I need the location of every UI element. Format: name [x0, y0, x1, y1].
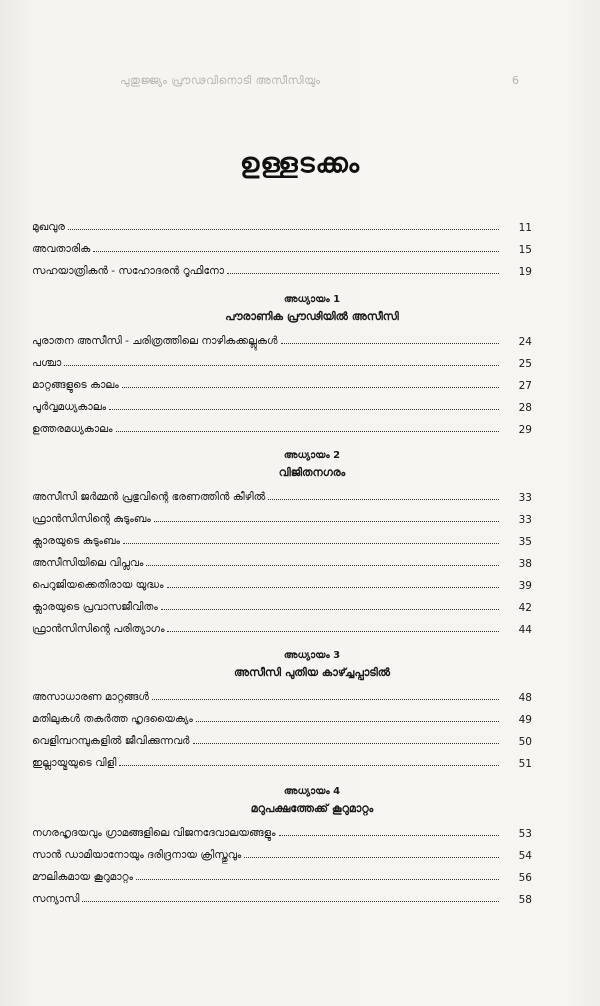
toc-entry-label: അവതാരിക — [32, 243, 91, 255]
toc-entry-page: 15 — [518, 244, 532, 256]
toc-entry[interactable] — [32, 256, 532, 278]
toc-entry-label: ഫ്രാൻസിസിന്റെ കുടുംബം — [32, 513, 151, 525]
toc-entry-label: നഗരഹൃദയവും ഗ്രാമങ്ങളിലെ വിജനദേവാലയങ്ങളും — [32, 827, 276, 839]
toc-entry-page: 27 — [518, 380, 532, 392]
toc-entry[interactable] — [32, 526, 532, 548]
toc-entry[interactable] — [32, 818, 532, 840]
toc-entry[interactable] — [32, 212, 532, 234]
toc-entry-label: ഫ്രാൻസിസിന്റെ പരിത്യാഗം — [32, 623, 165, 635]
front-matter-section — [32, 212, 532, 278]
toc-entry-page: 19 — [518, 266, 532, 278]
toc-entry-page: 51 — [518, 758, 532, 770]
toc-entry-label: ക്ലാരയുടെ പ്രവാസജീവിതം — [32, 601, 158, 613]
chapter-name: പൗരാണിക പ്രൗഢിയിൽ അസീസി — [225, 310, 399, 323]
leader-dots — [281, 342, 499, 344]
toc-entry-label: അസീസിയിലെ വിപ്ലവം — [32, 557, 144, 569]
chapter-number: അധ്യായം 2 — [283, 450, 341, 461]
toc-entry-label: അസീസി ജർമ്മൻ പ്രഭുവിന്റെ ഭരണത്തിൻ കീഴിൽ — [32, 491, 266, 503]
toc-entry-page: 56 — [518, 872, 532, 884]
table-of-contents — [32, 212, 532, 906]
leader-dots — [244, 856, 499, 858]
toc-entry-page: 54 — [518, 850, 532, 862]
toc-entry[interactable] — [32, 592, 532, 614]
toc-entry-label: സന്യാസി — [32, 893, 80, 905]
page-number: 6 — [512, 74, 519, 87]
toc-entry-page: 25 — [518, 358, 532, 370]
leader-dots — [136, 878, 499, 880]
chapter-name: വിജിതനഗരം — [278, 466, 346, 479]
toc-entry-label: സഹയാത്രികൻ - സഹോദരൻ റൂഫിനോ — [32, 265, 225, 277]
toc-entry-label: മൗലികമായ കൂറുമാറ്റം — [32, 871, 133, 883]
toc-entry-page: 11 — [518, 222, 532, 234]
toc-entry[interactable] — [32, 326, 532, 348]
leader-dots — [279, 834, 499, 836]
toc-entry[interactable] — [32, 682, 532, 704]
toc-entry-page: 49 — [518, 714, 532, 726]
toc-entry[interactable] — [32, 392, 532, 414]
toc-entry[interactable] — [32, 414, 532, 436]
toc-entry-page: 44 — [518, 624, 532, 636]
toc-entry-label: മതിലുകൾ തകർത്ത ഹൃദയൈക്യം — [32, 713, 193, 725]
chapter-number: അധ്യായം 3 — [283, 650, 341, 661]
toc-entry[interactable] — [32, 504, 532, 526]
leader-dots — [68, 228, 499, 230]
leader-dots — [64, 364, 499, 366]
toc-entry-label: പൂർവ്വമധ്യകാലം — [32, 401, 107, 413]
running-title: പുതുജ്ജ്യം പ്രൗഢവിനൊടി അസീസിയും — [120, 74, 321, 87]
leader-dots — [116, 430, 499, 432]
leader-dots — [193, 742, 499, 744]
toc-entry-label: ഉത്തരമധ്യകാലം — [32, 423, 113, 435]
chapter-heading-4 — [92, 784, 532, 818]
toc-entry-page: 33 — [518, 492, 532, 504]
leader-dots — [119, 764, 499, 766]
leader-dots — [82, 900, 499, 902]
page-title: ഉള്ളടക്കം — [239, 148, 361, 179]
toc-entry-label: മാറ്റങ്ങളുടെ കാലം — [32, 379, 119, 391]
leader-dots — [196, 720, 499, 722]
toc-entry-page: 38 — [518, 558, 532, 570]
toc-entry[interactable] — [32, 840, 532, 862]
toc-entry-label: ക്ലാരയുടെ കുടുംബം — [32, 535, 121, 547]
leader-dots — [268, 498, 499, 500]
chapter-name: മറുപക്ഷത്തേക്ക് കൂറുമാറ്റം — [250, 802, 374, 815]
toc-entry-page: 53 — [518, 828, 532, 840]
leader-dots — [109, 408, 499, 410]
toc-entry-label: ഇല്ലായ്മയുടെ വിളി — [32, 757, 117, 769]
chapter-heading-2 — [92, 448, 532, 482]
leader-dots — [93, 250, 499, 252]
chapter-heading-1 — [92, 292, 532, 326]
chapter-heading-3 — [92, 648, 532, 682]
leader-dots — [152, 698, 499, 700]
toc-entry-label: പശ്ചാ — [32, 357, 62, 369]
chapter-name: അസീസി പുതിയ കാഴ്ച്ചപ്പാടിൽ — [234, 666, 390, 679]
toc-entry-page: 24 — [518, 336, 532, 348]
toc-entry[interactable] — [32, 482, 532, 504]
chapter-number: അധ്യായം 4 — [283, 786, 341, 797]
toc-entry[interactable] — [32, 548, 532, 570]
toc-entry-label: മുഖവുര — [32, 221, 65, 233]
toc-entry-page: 35 — [518, 536, 532, 548]
toc-entry-page: 50 — [518, 736, 532, 748]
toc-entry[interactable] — [32, 370, 532, 392]
leader-dots — [122, 386, 499, 388]
leader-dots — [123, 542, 499, 544]
toc-entry[interactable] — [32, 348, 532, 370]
toc-entry-page: 29 — [518, 424, 532, 436]
leader-dots — [146, 564, 499, 566]
chapter-number: അധ്യായം 1 — [283, 294, 341, 305]
leader-dots — [167, 586, 499, 588]
toc-entry[interactable] — [32, 726, 532, 748]
toc-entry-page: 39 — [518, 580, 532, 592]
toc-entry-page: 48 — [518, 692, 532, 704]
toc-entry[interactable] — [32, 862, 532, 884]
leader-dots — [227, 272, 499, 274]
toc-entry-label: പെറുജിയക്കെതിരായ യുദ്ധം — [32, 579, 164, 591]
toc-entry[interactable] — [32, 570, 532, 592]
leader-dots — [154, 520, 499, 522]
leader-dots — [167, 630, 499, 632]
toc-entry[interactable] — [32, 234, 532, 256]
leader-dots — [161, 608, 499, 610]
toc-entry[interactable] — [32, 704, 532, 726]
toc-entry[interactable] — [32, 748, 532, 770]
toc-entry-label: വെളിമ്പറമ്പുകളിൽ ജീവിക്കുന്നവർ — [32, 735, 190, 747]
toc-entry[interactable] — [32, 614, 532, 636]
toc-entry-page: 42 — [518, 602, 532, 614]
toc-entry-page: 33 — [518, 514, 532, 526]
toc-entry-label: സാൻ ഡാമിയാനോയും ദരിദ്രനായ ക്രിസ്തുവും — [32, 849, 242, 861]
toc-entry-page: 58 — [518, 894, 532, 906]
toc-entry-page: 28 — [518, 402, 532, 414]
toc-entry-label: അസാധാരണ മാറ്റങ്ങൾ — [32, 691, 149, 703]
running-header — [0, 74, 600, 94]
toc-entry-label: പുരാതന അസീസി - ചരിത്രത്തിലെ നാഴികക്കല്ലുകൾ — [32, 335, 278, 347]
toc-entry[interactable] — [32, 884, 532, 906]
